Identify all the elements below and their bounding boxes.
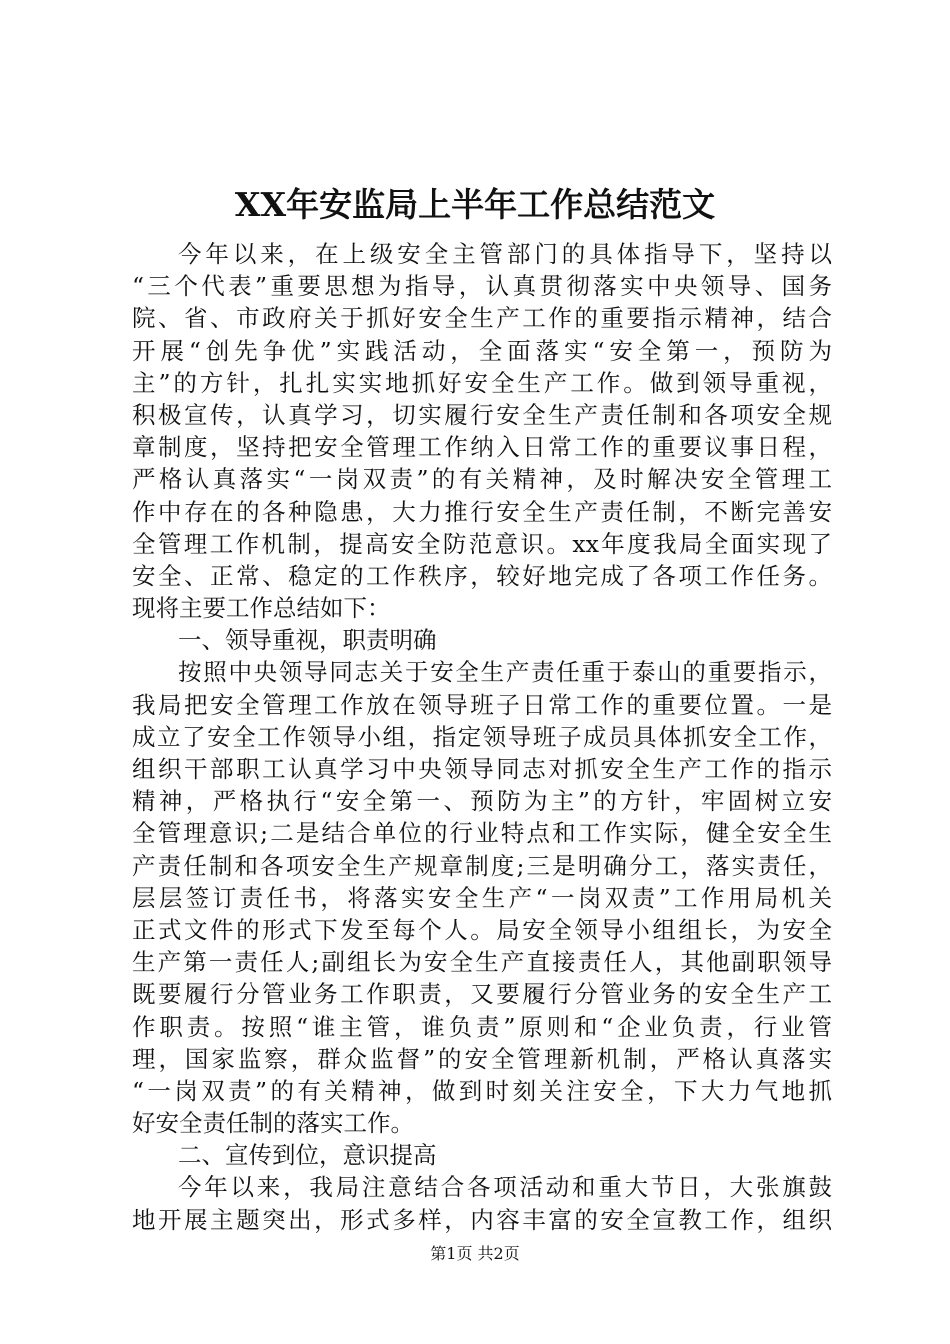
paragraph-line: 今年以来，我局注意结合各项活动和重大节日，大张旗鼓 (178, 1173, 832, 1202)
paragraph-line: 正式文件的形式下发至每个人。局安全领导小组组长，为安全 (132, 915, 832, 944)
paragraph-line: 好安全责任制的落实工作。 (132, 1109, 414, 1138)
paragraph-line: 全管理工作机制，提高安全防范意识。xx年度我局全面实现了 (132, 529, 832, 558)
document-body (132, 238, 832, 1236)
paragraph-line: 今年以来，在上级安全主管部门的具体指导下，坚持以 (178, 240, 832, 268)
section-heading: 一、领导重视，职责明确 (178, 626, 437, 655)
paragraph-line: 层层签订责任书，将落实安全生产“一岗双责”工作用局机关 (132, 883, 832, 912)
paragraph-line: 严格认真落实“一岗双责”的有关精神，及时解决安全管理工 (132, 465, 832, 494)
paragraph-line: 精神，严格执行“安全第一、预防为主”的方针，牢固树立安 (132, 787, 832, 816)
paragraph-line: 主”的方针，扎扎实实地抓好安全生产工作。做到领导重视， (132, 368, 832, 397)
paragraph-line: 生产第一责任人;副组长为安全生产直接责任人，其他副职领导 (132, 948, 832, 977)
paragraph-line: 成立了安全工作领导小组，指定领导班子成员具体抓安全工作， (132, 722, 832, 751)
paragraph-line: “三个代表”重要思想为指导，认真贯彻落实中央领导、国务 (132, 272, 832, 301)
paragraph-line: 作中存在的各种隐患，大力推行安全生产责任制，不断完善安 (132, 497, 832, 526)
page-number: 第1页 共2页 (430, 1244, 520, 1263)
paragraph-line: 全管理意识;二是结合单位的行业特点和工作实际，健全安全生 (132, 819, 832, 848)
section-heading: 二、宣传到位，意识提高 (178, 1141, 437, 1170)
paragraph-line: 积极宣传，认真学习，切实履行安全生产责任制和各项安全规 (132, 400, 832, 429)
paragraph-line: 产责任制和各项安全生产规章制度;三是明确分工，落实责任， (132, 851, 832, 880)
paragraph-line: 地开展主题突出，形式多样，内容丰富的安全宣教工作，组织 (132, 1205, 832, 1234)
paragraph-line: 组织干部职工认真学习中央领导同志对抓安全生产工作的指示 (132, 755, 832, 783)
paragraph-line: 章制度，坚持把安全管理工作纳入日常工作的重要议事日程， (132, 433, 832, 462)
document-title: XX年安监局上半年工作总结范文 (234, 185, 716, 224)
paragraph-line: 作职责。按照“谁主管，谁负责”原则和“企业负责，行业管 (132, 1012, 832, 1041)
paragraph-line: 理，国家监察，群众监督”的安全管理新机制，严格认真落实 (132, 1044, 832, 1073)
paragraph-line: 现将主要工作总结如下： (132, 594, 391, 623)
paragraph-line: 我局把安全管理工作放在领导班子日常工作的重要位置。一是 (132, 690, 832, 719)
paragraph-line: 安全、正常、稳定的工作秩序，较好地完成了各项工作任务。 (132, 561, 832, 590)
paragraph-line: 开展“创先争优”实践活动，全面落实“安全第一，预防为 (132, 336, 832, 365)
paragraph-line: 按照中央领导同志关于安全生产责任重于泰山的重要指示， (178, 658, 832, 687)
paragraph-line: 既要履行分管业务工作职责，又要履行分管业务的安全生产工 (132, 980, 832, 1009)
paragraph-line: “一岗双责”的有关精神，做到时刻关注安全，下大力气地抓 (132, 1076, 832, 1105)
paragraph-line: 院、省、市政府关于抓好安全生产工作的重要指示精神，结合 (132, 304, 832, 333)
